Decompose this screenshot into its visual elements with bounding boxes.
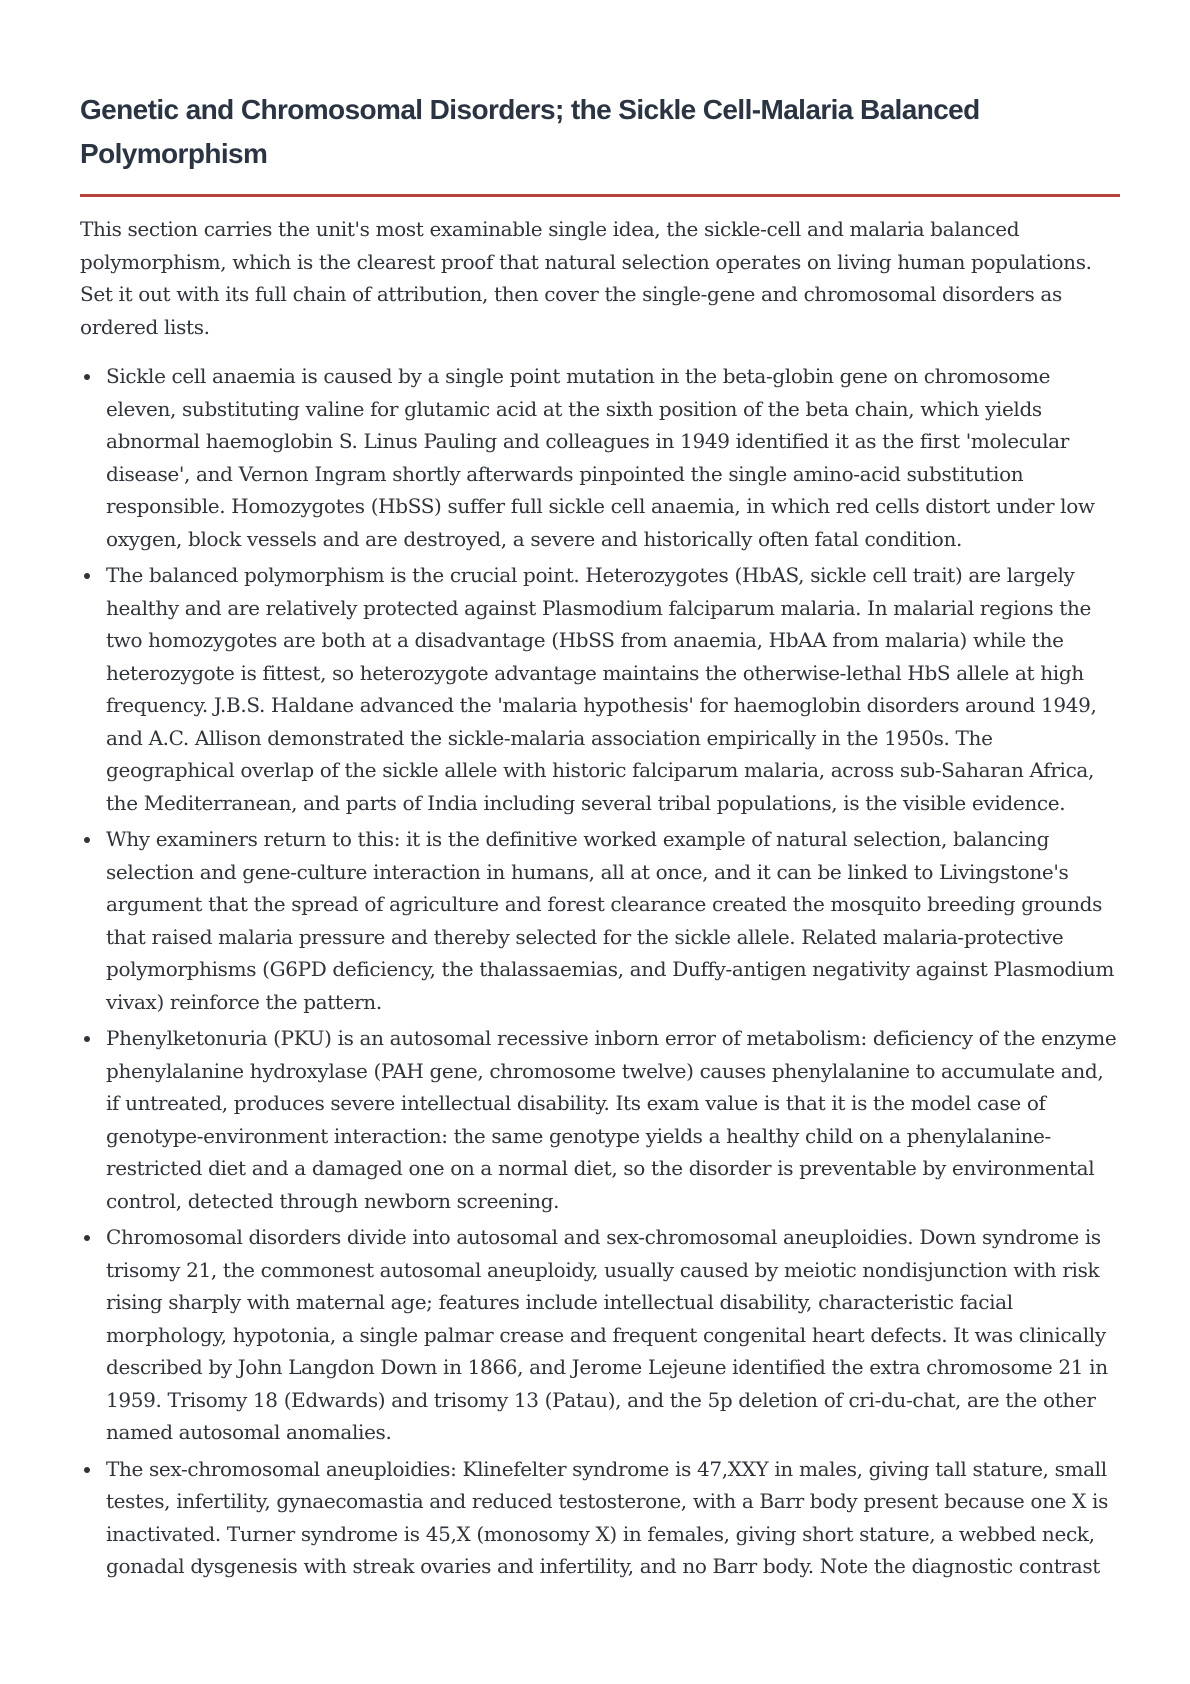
list-item-text: Why examiners return to this: it is the definitive worked example of natural selection, balancing selection and gene-culture interaction in humans, all at once, and it can be linked to Livingstone's argument that the spread of agriculture and forest clearance created the mosquito breeding grounds that raised malaria pressure and thereby selected for the sickle allele. Related malaria-protective polymorphisms (G6PD deficiency, the thalassaemias, and Duffy-antigen negativity against Plasmodium vivax) reinforce the pattern. bbox=[106, 827, 1115, 1014]
list-item bbox=[80, 360, 1120, 555]
document-page bbox=[80, 88, 1120, 1587]
list-item-text: The balanced polymorphism is the crucial point. Heterozygotes (HbAS, sickle cell trait) are largely healthy and are relatively protected against Plasmodium falciparum malaria. In malarial regions the two homozygotes are both at a disadvantage (HbSS from anaemia, HbAA from malaria) while the heterozygote is fittest, so heterozygote advantage maintains the otherwise-lethal HbS allele at high frequency. J.B.S. Haldane advanced the 'malaria hypothesis' for haemoglobin disorders around 1949, and A.C. Allison demonstrated the sickle-malaria association empirically in the 1950s. The geographical overlap of the sickle allele with historic falciparum malaria, across sub-Saharan Africa, the Mediterranean, and parts of India including several tribal populations, is the visible evidence. bbox=[106, 563, 1097, 815]
bullet-list bbox=[80, 360, 1120, 1583]
intro-paragraph: This section carries the unit's most examinable single idea, the sickle-cell and malaria balanced polymorphism, which is the clearest proof that natural selection operates on living human populations. Set it out with its full chain of attribution, then cover the single-gene and chromosomal disorders as ordered lists. bbox=[80, 217, 1092, 339]
list-item bbox=[80, 823, 1120, 1018]
bullet-icon bbox=[84, 1467, 90, 1473]
bullet-icon bbox=[84, 573, 90, 579]
list-item bbox=[80, 559, 1120, 819]
bullet-icon bbox=[84, 1036, 90, 1042]
list-item-text: Chromosomal disorders divide into autosomal and sex-chromosomal aneuploidies. Down syndrome is trisomy 21, the commonest autosomal aneuploidy, usually caused by meiotic nondisjunction with risk rising sharply with maternal age; features include intellectual disability, characteristic facial morphology, hypotonia, a single palmar crease and frequent congenital heart defects. It was clinically described by John Langdon Down in 1866, and Jerome Lejeune identified the extra chromosome 21 in 1959. Trisomy 18 (Edwards) and trisomy 13 (Patau), and the 5p deletion of cri-du-chat, are the other named autosomal anomalies. bbox=[106, 1225, 1108, 1444]
list-item bbox=[80, 1453, 1120, 1583]
list-item-text: Phenylketonuria (PKU) is an autosomal recessive inborn error of metabolism: deficiency of the enzyme phenylalanine hydroxylase (PAH gene, chromosome twelve) causes phenylalanine to accumulate and, if untreated, produces severe intellectual disability. Its exam value is that it is the model case of genotype-environment interaction: the same genotype yields a healthy child on a phenylalanine-restricted diet and a damaged one on a normal diet, so the disorder is preventable by environmental control, detected through newborn screening. bbox=[106, 1026, 1117, 1213]
bullet-icon bbox=[84, 374, 90, 380]
list-item-text: The sex-chromosomal aneuploidies: Klinefelter syndrome is 47,XXY in males, giving tall stature, small testes, infertility, gynaecomastia and reduced testosterone, with a Barr body present because one X is inactivated. Turner syndrome is 45,X (monosomy X) in females, giving short stature, a webbed neck, gonadal dysgenesis with streak ovaries and infertility, and no Barr body. Note the diagnostic contrast bbox=[106, 1456, 1108, 1578]
list-item bbox=[80, 1022, 1120, 1217]
bullet-icon bbox=[84, 1235, 90, 1241]
bullet-icon bbox=[84, 837, 90, 843]
list-item-text: Sickle cell anaemia is caused by a single point mutation in the beta-globin gene on chromosome eleven, substituting valine for glutamic acid at the sixth position of the beta chain, which yields abnormal haemoglobin S. Linus Pauling and colleagues in 1949 identified it as the first 'molecular disease', and Vernon Ingram shortly afterwards pinpointed the single amino-acid substitution responsible. Homozygotes (HbSS) suffer full sickle cell anaemia, in which red cells distort under low oxygen, block vessels and are destroyed, a severe and historically often fatal condition. bbox=[106, 364, 1095, 551]
section-title: Genetic and Chromosomal Disorders; the Sickle Cell-Malaria Balanced Polymorphism bbox=[80, 88, 1120, 197]
list-item bbox=[80, 1221, 1120, 1449]
